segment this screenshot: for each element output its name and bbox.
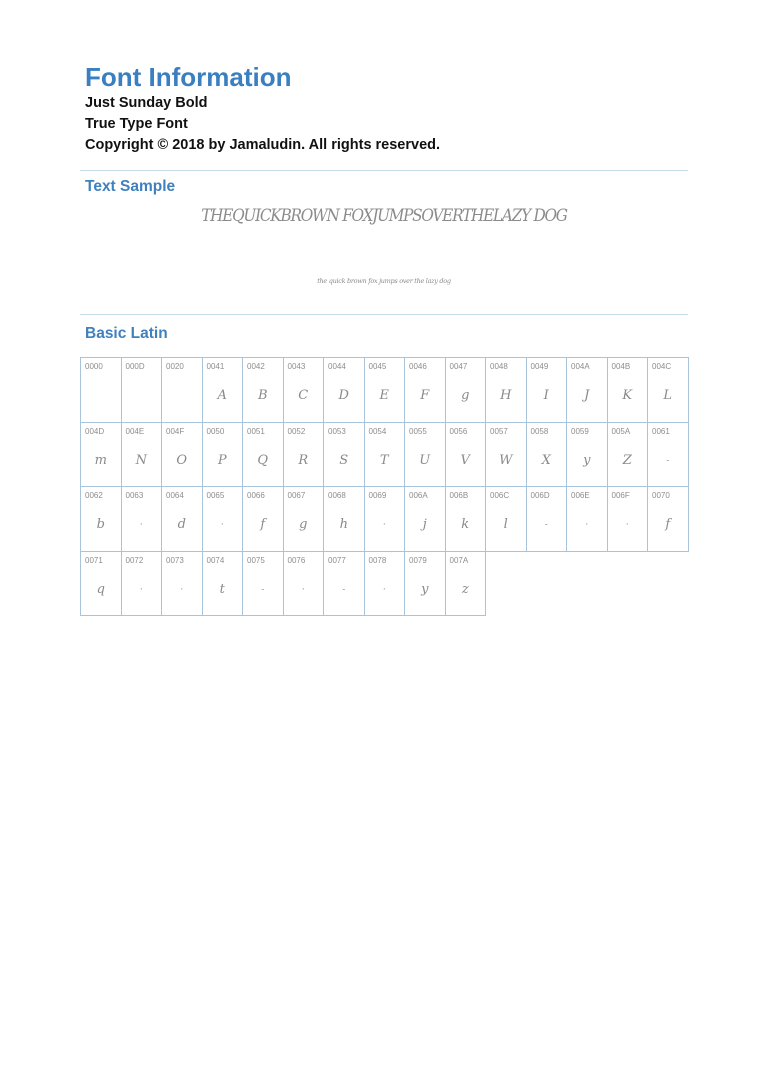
glyph-cell	[527, 423, 568, 488]
glyph-cell	[203, 487, 244, 552]
copyright: Copyright © 2018 by Jamaludin. All rights reserved.	[85, 137, 441, 153]
glyph-preview: j	[422, 517, 427, 532]
glyph-preview: l	[503, 517, 508, 532]
glyph-code: 005A	[611, 426, 631, 436]
glyph-cell	[162, 552, 203, 617]
glyph-preview: B	[257, 388, 268, 403]
glyph-preview: k	[461, 517, 470, 532]
glyph-cell	[405, 423, 446, 488]
glyph-code: 0075	[247, 555, 265, 565]
glyph-code: 0020	[166, 362, 184, 371]
glyph-code: 0078	[368, 555, 387, 565]
glyph-preview: d	[177, 517, 186, 532]
glyph-code: 0050	[206, 426, 225, 436]
glyph-cell	[648, 423, 689, 488]
glyph-cell	[365, 487, 406, 552]
glyph-cell	[365, 423, 406, 488]
glyph-preview: g	[299, 517, 308, 532]
glyph-code: 007A	[449, 555, 469, 565]
glyph-cell	[162, 487, 203, 552]
glyph-preview: ·	[220, 520, 224, 530]
glyph-cell	[203, 552, 244, 617]
glyph-preview: S	[339, 452, 349, 468]
glyph-code: 0051	[247, 426, 265, 436]
glyph-preview: -	[666, 455, 670, 466]
font-type: True Type Font	[85, 116, 188, 132]
glyph-preview: q	[96, 581, 105, 597]
glyph-cell	[486, 358, 527, 423]
uppercase-sample: THEQUICKBROWN FOXJUMPSOVERTHELAZY DOG	[201, 206, 567, 226]
glyph-code: 0079	[409, 555, 427, 565]
glyph-preview: ·	[625, 520, 629, 530]
glyph-preview: J	[584, 388, 590, 403]
glyph-cell	[284, 487, 325, 552]
glyph-preview: C	[298, 388, 309, 403]
glyph-code: 006C	[490, 491, 510, 500]
glyph-preview: g	[461, 388, 470, 403]
glyph-cell	[203, 423, 244, 488]
divider	[80, 314, 688, 315]
glyph-cell	[446, 487, 487, 552]
glyph-preview: z	[461, 581, 469, 597]
glyph-preview: ·	[180, 584, 184, 595]
glyph-cell	[527, 358, 568, 423]
glyph-code: 0076	[287, 555, 306, 565]
glyph-cell	[567, 487, 608, 552]
glyph-preview: f	[260, 517, 266, 532]
glyph-cell	[122, 423, 163, 488]
glyph-code: 0062	[85, 491, 103, 500]
glyph-cell	[446, 423, 487, 488]
glyph-cell	[284, 358, 325, 423]
glyph-preview: U	[419, 452, 431, 468]
glyph-preview: -	[342, 584, 346, 595]
glyph-code: 0072	[125, 555, 144, 565]
glyph-cell	[405, 358, 446, 423]
glyph-code: 0045	[368, 362, 387, 371]
glyph-code: 0057	[490, 426, 508, 436]
glyph-cell	[122, 358, 163, 423]
glyph-code: 0047	[449, 362, 468, 371]
glyph-code: 000D	[125, 362, 145, 371]
glyph-cell	[486, 423, 527, 488]
glyph-preview: X	[541, 452, 551, 468]
glyph-preview: F	[420, 388, 430, 403]
glyph-preview: A	[217, 388, 227, 403]
glyph-preview: ·	[139, 584, 143, 595]
glyph-cell	[648, 358, 689, 423]
glyph-code: 0063	[125, 491, 144, 500]
glyph-preview: H	[500, 388, 512, 403]
glyph-preview: L	[663, 388, 673, 403]
glyph-preview: -	[544, 520, 548, 530]
glyph-grid	[80, 357, 689, 616]
glyph-preview: W	[499, 452, 513, 468]
glyph-cell	[405, 487, 446, 552]
glyph-cell	[527, 487, 568, 552]
text-sample-heading: Text Sample	[85, 178, 176, 195]
glyph-preview: b	[96, 517, 105, 532]
glyph-code: 0043	[287, 362, 306, 371]
glyph-code: 004A	[571, 362, 590, 371]
basic-latin-heading: Basic Latin	[85, 325, 168, 342]
glyph-code: 0066	[247, 491, 265, 500]
glyph-cell	[608, 487, 649, 552]
glyph-code: 0055	[409, 426, 427, 436]
glyph-code: 0064	[166, 491, 184, 500]
glyph-cell	[81, 358, 122, 423]
glyph-cell	[567, 423, 608, 488]
glyph-cell	[81, 487, 122, 552]
glyph-cell	[324, 423, 365, 488]
glyph-cell	[324, 552, 365, 617]
glyph-preview: f	[665, 517, 671, 532]
glyph-code: 0048	[490, 362, 508, 371]
glyph-code: 004F	[166, 426, 185, 436]
glyph-code: 0042	[247, 362, 265, 371]
glyph-code: 0074	[206, 555, 225, 565]
glyph-code: 004D	[85, 426, 105, 436]
glyph-preview: ·	[139, 520, 143, 530]
glyph-code: 006B	[449, 491, 469, 500]
glyph-code: 0049	[530, 362, 549, 371]
glyph-code: 0068	[328, 491, 346, 500]
glyph-preview: E	[379, 388, 389, 403]
glyph-code: 0041	[206, 362, 225, 371]
glyph-preview: h	[339, 517, 348, 532]
glyph-cell	[648, 487, 689, 552]
glyph-preview: Z	[622, 452, 632, 468]
glyph-preview: m	[94, 452, 107, 468]
glyph-code: 0077	[328, 555, 346, 565]
glyph-code: 0069	[368, 491, 387, 500]
glyph-cell	[324, 487, 365, 552]
glyph-code: 0061	[652, 426, 670, 436]
glyph-code: 0056	[449, 426, 468, 436]
glyph-cell	[243, 487, 284, 552]
glyph-cell	[162, 358, 203, 423]
glyph-preview: K	[622, 388, 633, 403]
glyph-cell	[608, 423, 649, 488]
glyph-code: 0065	[206, 491, 225, 500]
glyph-code: 0070	[652, 491, 670, 500]
font-name: Just Sunday Bold	[85, 95, 208, 111]
glyph-cell	[365, 358, 406, 423]
glyph-code: 0044	[328, 362, 346, 371]
glyph-preview: D	[338, 388, 349, 403]
glyph-cell	[243, 552, 284, 617]
glyph-cell	[284, 552, 325, 617]
glyph-code: 0071	[85, 555, 103, 565]
glyph-cell	[405, 552, 446, 617]
glyph-preview: R	[298, 452, 309, 468]
page-title: Font Information	[85, 62, 292, 92]
glyph-code: 0073	[166, 555, 184, 565]
glyph-code: 0053	[328, 426, 346, 436]
glyph-preview: ·	[382, 520, 386, 530]
glyph-cell	[365, 552, 406, 617]
glyph-cell	[446, 358, 487, 423]
glyph-code: 0059	[571, 426, 589, 436]
glyph-code: 006A	[409, 491, 428, 500]
glyph-cell	[122, 487, 163, 552]
glyph-code: 0054	[368, 426, 387, 436]
glyph-cell	[324, 358, 365, 423]
glyph-cell	[446, 552, 487, 617]
divider	[80, 170, 688, 171]
glyph-cell	[162, 423, 203, 488]
glyph-code: 004C	[652, 362, 672, 371]
glyph-preview: Q	[257, 452, 269, 468]
glyph-preview: V	[460, 452, 470, 468]
glyph-cell	[243, 358, 284, 423]
glyph-preview: -	[261, 584, 265, 595]
glyph-cell	[608, 358, 649, 423]
glyph-preview: y	[421, 581, 429, 597]
glyph-cell	[203, 358, 244, 423]
glyph-preview: y	[583, 452, 591, 468]
glyph-code: 006D	[530, 491, 550, 500]
glyph-preview: I	[543, 388, 549, 403]
glyph-cell	[243, 423, 284, 488]
glyph-cell	[284, 423, 325, 488]
glyph-code: 0067	[287, 491, 306, 500]
glyph-preview: ·	[585, 520, 589, 530]
glyph-code: 0058	[530, 426, 549, 436]
glyph-preview: T	[379, 452, 389, 468]
glyph-code: 006E	[571, 491, 590, 500]
glyph-code: 0052	[287, 426, 306, 436]
glyph-code: 0000	[85, 362, 103, 371]
glyph-code: 0046	[409, 362, 427, 371]
glyph-code: 006F	[611, 491, 630, 500]
glyph-preview: N	[135, 452, 147, 468]
glyph-preview: ·	[382, 584, 386, 595]
glyph-preview: t	[219, 581, 225, 597]
glyph-preview: O	[176, 452, 188, 468]
glyph-cell	[486, 487, 527, 552]
glyph-cell	[81, 423, 122, 488]
glyph-preview: P	[217, 452, 227, 468]
glyph-code: 004B	[611, 362, 631, 371]
glyph-cell	[81, 552, 122, 617]
glyph-code: 004E	[125, 426, 145, 436]
glyph-cell	[122, 552, 163, 617]
lowercase-sample: the quick brown fox jumps over the lazy dog	[317, 277, 451, 285]
glyph-cell	[567, 358, 608, 423]
glyph-preview: ·	[301, 584, 305, 595]
